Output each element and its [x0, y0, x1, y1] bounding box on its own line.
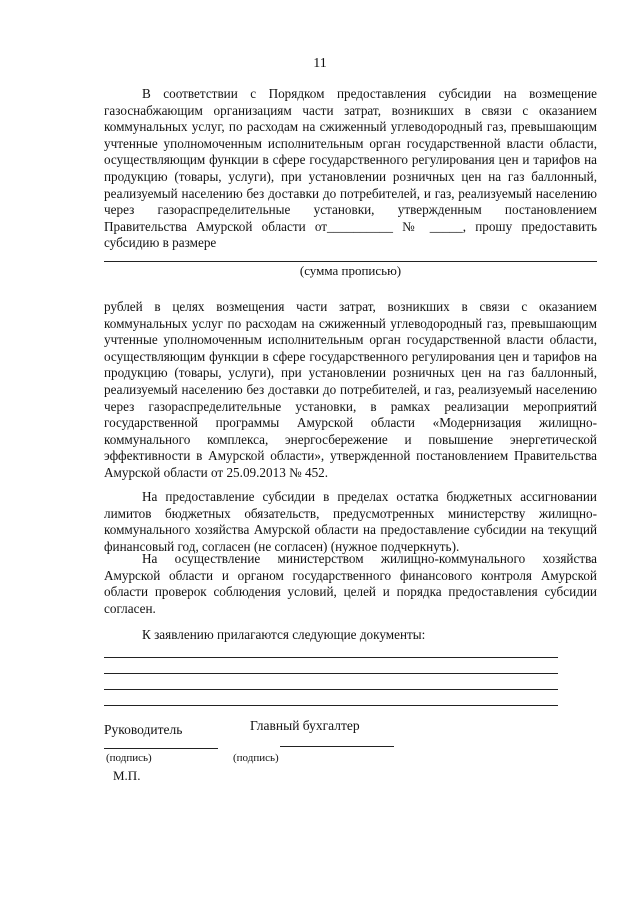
- seal-mark: М.П.: [113, 768, 141, 783]
- head-signature-caption: (подпись): [106, 752, 152, 764]
- accountant-label: Главный бухгалтер: [250, 718, 360, 733]
- attachment-line-1: [104, 657, 558, 658]
- accountant-signature-line: [280, 746, 394, 747]
- paragraph-attachments: К заявлению прилагаются следующие документы:: [142, 627, 426, 642]
- page-number: 11: [313, 56, 327, 71]
- attachment-line-4: [104, 705, 558, 706]
- amount-line: [104, 261, 597, 262]
- paragraph-consent-audit: На осуществление министерством жилищно-коммунального хозяйства Амурской области и органом государственного финансового контроля Амурской области проверок соблюдения условий, целей и порядка предоставления субсидии согласен.: [104, 551, 597, 616]
- paragraph-consent-limits: На предоставление субсидии в пределах остатка бюджетных ассигновании лимитов бюджетных обязательств, предусмотренных министерству жилищно-коммунального хозяйства Амурской области на предоставление субсидии на текущий финансовый год, согласен (не согласен) (нужное подчеркнуть).: [104, 489, 597, 554]
- attachment-line-3: [104, 689, 558, 690]
- paragraph-request: В соответствии с Порядком предоставления субсидии на возмещение газоснабжающим организациям части затрат, возникших в связи с оказанием коммунальных услуг, по расходам на сжиженный углеводородный газ, превышающим учтенные уполномоченным исполнительным орган государственной власти области, осуществляющим функции в сфере государственного регулирования цен и тарифов на продукцию (товары, услуги), при установлении розничных цен на газ баллонный, реализуемый населению без доставки до потребителей, и газ, реализуемый населению через газораспределительные установки, утвержденным постановлением Правительства Амурской области от__________ № _____, прошу предоставить субсидию в размере: [104, 86, 597, 251]
- head-signature-line: [104, 748, 218, 749]
- accountant-signature-caption: (подпись): [233, 752, 279, 764]
- attachment-line-2: [104, 673, 558, 674]
- amount-caption: (сумма прописью): [299, 263, 402, 278]
- head-label: Руководитель: [104, 722, 183, 737]
- paragraph-purpose: рублей в целях возмещения части затрат, возникших в связи с оказанием коммунальных услуг по расходам на сжиженный углеводородный газ, превышающим учтенные уполномоченным исполнительным орган государственной власти области, осуществляющим функции в сфере государственного регулирования цен и тарифов на продукцию (товары, услуги), при установлении розничных цен на газ баллонный, реализуемый населению без доставки до потребителей, и газ, реализуемый населению через газораспределительные установки, в рамках реализации мероприятий государственной программы Амурской области «Модернизация жилищно-коммунального комплекса, энергосбережение и повышение энергетической эффективности в Амурской области», утвержденной постановлением Правительства Амурской области от 25.09.2013 № 452.: [104, 299, 597, 480]
